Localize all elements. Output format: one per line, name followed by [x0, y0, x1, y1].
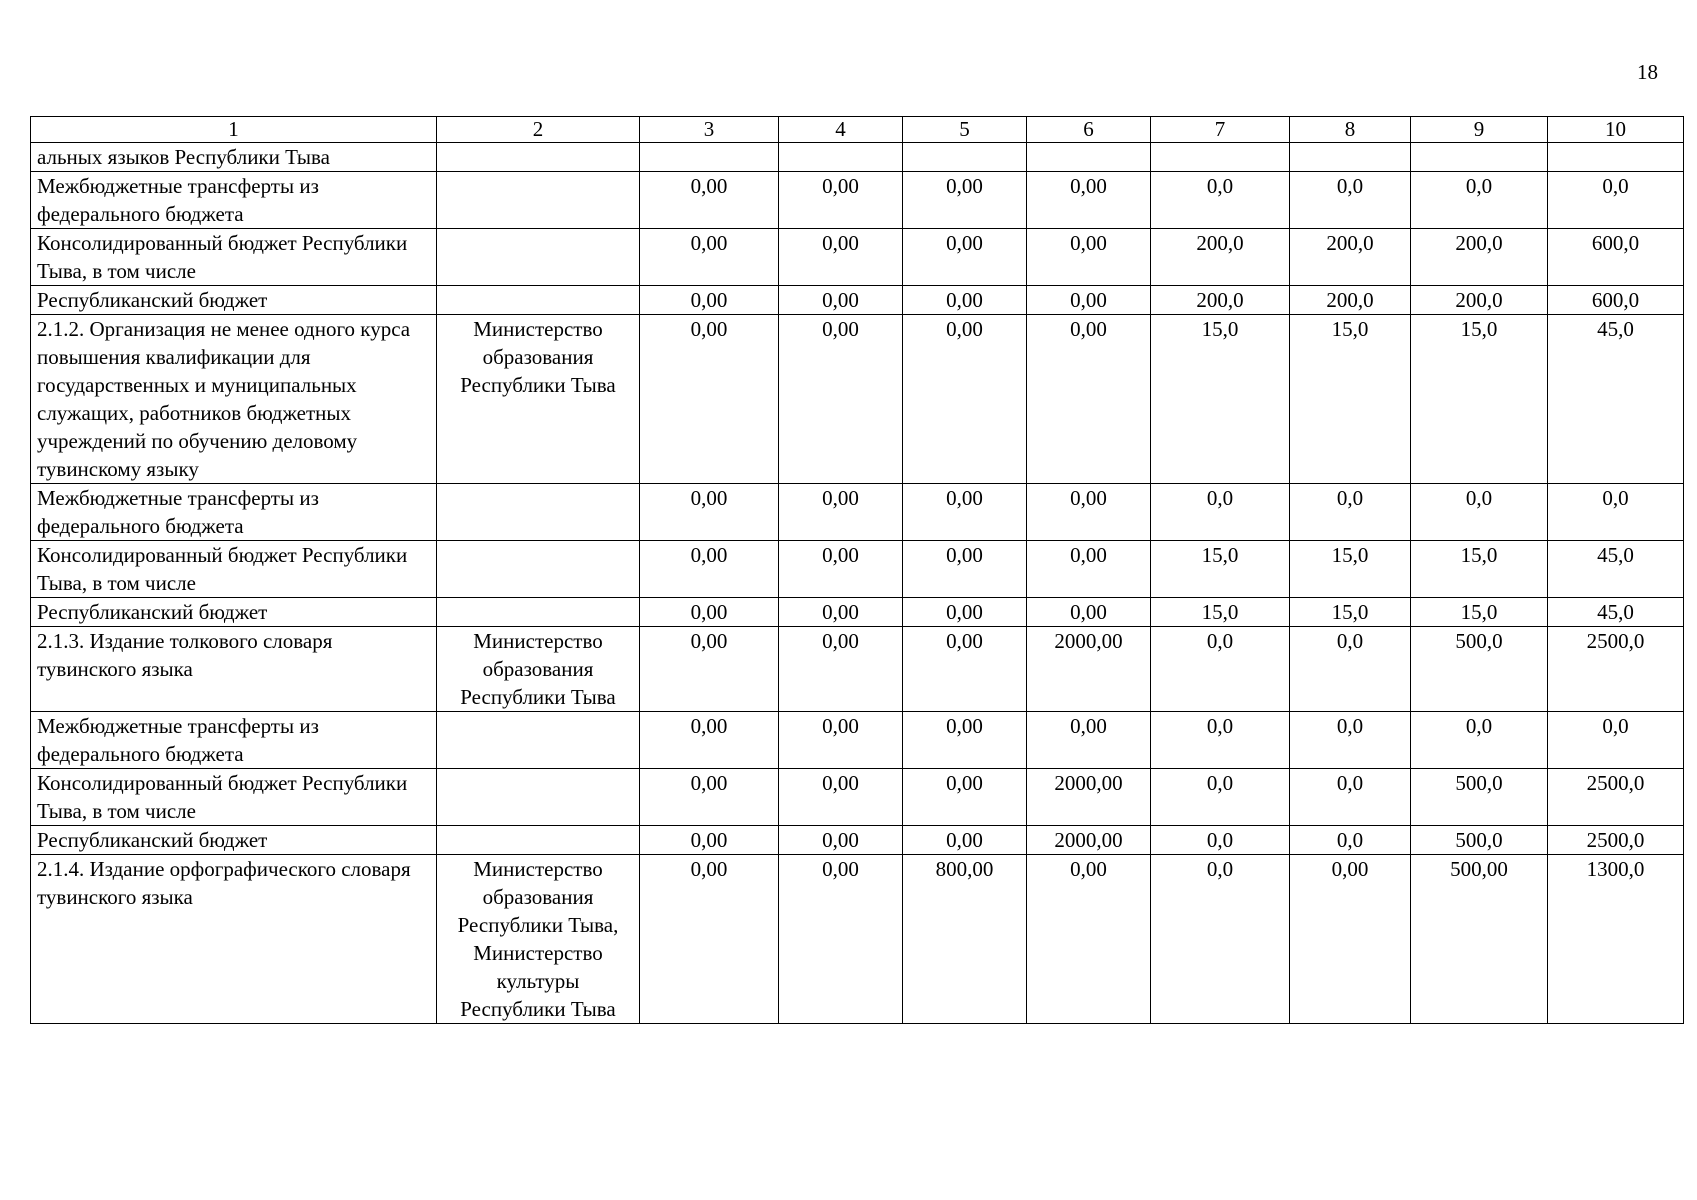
value-cell: 0,00 — [779, 712, 903, 769]
value-cell: 0,0 — [1548, 712, 1684, 769]
value-cell: 0,0 — [1290, 627, 1411, 712]
value-cell: 0,00 — [1027, 712, 1151, 769]
value-cell: 200,0 — [1151, 286, 1290, 315]
value-cell: 0,0 — [1151, 855, 1290, 1024]
row-executor — [437, 229, 640, 286]
value-cell: 0,00 — [903, 484, 1027, 541]
value-cell: 0,00 — [903, 598, 1027, 627]
table-row — [31, 826, 1684, 855]
table-row — [31, 484, 1684, 541]
value-cell: 2500,0 — [1548, 627, 1684, 712]
value-cell: 600,0 — [1548, 229, 1684, 286]
value-cell: 0,0 — [1290, 712, 1411, 769]
value-cell: 15,0 — [1411, 598, 1548, 627]
value-cell: 0,00 — [903, 712, 1027, 769]
value-cell: 0,0 — [1411, 712, 1548, 769]
value-cell: 500,0 — [1411, 627, 1548, 712]
row-label: Республиканский бюджет — [31, 598, 437, 627]
row-label: Консолидированный бюджет Республики Тыва, в том числе — [31, 769, 437, 826]
value-cell: 0,0 — [1151, 627, 1290, 712]
column-header: 9 — [1411, 117, 1548, 143]
row-label: Республиканский бюджет — [31, 286, 437, 315]
value-cell: 0,0 — [1151, 484, 1290, 541]
value-cell: 200,0 — [1151, 229, 1290, 286]
value-cell: 0,00 — [779, 172, 903, 229]
value-cell: 0,00 — [1027, 855, 1151, 1024]
row-executor — [437, 143, 640, 172]
value-cell: 0,00 — [640, 826, 779, 855]
column-header: 4 — [779, 117, 903, 143]
table-row — [31, 229, 1684, 286]
value-cell: 2000,00 — [1027, 769, 1151, 826]
value-cell: 200,0 — [1290, 229, 1411, 286]
row-label: альных языков Республики Тыва — [31, 143, 437, 172]
value-cell: 0,00 — [640, 541, 779, 598]
value-cell: 0,00 — [903, 172, 1027, 229]
value-cell: 0,00 — [779, 826, 903, 855]
value-cell: 0,00 — [640, 627, 779, 712]
column-header: 3 — [640, 117, 779, 143]
value-cell: 0,00 — [1290, 855, 1411, 1024]
value-cell: 0,0 — [1290, 826, 1411, 855]
value-cell: 0,0 — [1290, 769, 1411, 826]
row-executor: Министерство образования Республики Тыва — [437, 315, 640, 484]
value-cell: 0,00 — [903, 315, 1027, 484]
value-cell: 0,0 — [1290, 484, 1411, 541]
row-executor — [437, 172, 640, 229]
value-cell: 2500,0 — [1548, 826, 1684, 855]
value-cell: 0,00 — [779, 855, 903, 1024]
value-cell: 0,00 — [640, 484, 779, 541]
value-cell — [640, 143, 779, 172]
column-header: 6 — [1027, 117, 1151, 143]
column-header: 1 — [31, 117, 437, 143]
value-cell: 500,00 — [1411, 855, 1548, 1024]
value-cell: 500,0 — [1411, 769, 1548, 826]
row-label: Республиканский бюджет — [31, 826, 437, 855]
value-cell: 0,00 — [903, 769, 1027, 826]
table-row — [31, 598, 1684, 627]
value-cell: 0,00 — [903, 229, 1027, 286]
value-cell: 15,0 — [1290, 541, 1411, 598]
value-cell: 800,00 — [903, 855, 1027, 1024]
row-executor — [437, 598, 640, 627]
row-executor — [437, 286, 640, 315]
value-cell: 0,0 — [1411, 172, 1548, 229]
value-cell: 0,00 — [640, 229, 779, 286]
value-cell — [903, 143, 1027, 172]
value-cell: 0,00 — [640, 598, 779, 627]
value-cell: 600,0 — [1548, 286, 1684, 315]
row-label: 2.1.2. Организация не менее одного курса повышения квалификации для государственных и муниципальных служащих, работников бюджетных учреждений по обучению деловому тувинскому языку — [31, 315, 437, 484]
table-row — [31, 172, 1684, 229]
table-row — [31, 627, 1684, 712]
column-header: 5 — [903, 117, 1027, 143]
table-row — [31, 712, 1684, 769]
value-cell: 0,00 — [1027, 484, 1151, 541]
value-cell: 15,0 — [1151, 541, 1290, 598]
value-cell — [1151, 143, 1290, 172]
value-cell: 0,0 — [1151, 712, 1290, 769]
value-cell: 0,00 — [1027, 598, 1151, 627]
value-cell: 2000,00 — [1027, 627, 1151, 712]
value-cell — [1548, 143, 1684, 172]
value-cell: 0,00 — [640, 315, 779, 484]
table-row — [31, 143, 1684, 172]
value-cell: 0,0 — [1411, 484, 1548, 541]
row-executor: Министерство образования Республики Тыва — [437, 627, 640, 712]
value-cell: 0,00 — [640, 712, 779, 769]
value-cell: 200,0 — [1411, 229, 1548, 286]
row-label: 2.1.4. Издание орфографического словаря тувинского языка — [31, 855, 437, 1024]
value-cell: 0,00 — [640, 286, 779, 315]
budget-table — [30, 116, 1684, 1024]
value-cell: 0,00 — [640, 769, 779, 826]
row-label: Межбюджетные трансферты из федерального бюджета — [31, 172, 437, 229]
value-cell: 200,0 — [1411, 286, 1548, 315]
value-cell: 0,00 — [640, 855, 779, 1024]
value-cell: 0,00 — [779, 484, 903, 541]
row-executor — [437, 541, 640, 598]
header-row — [31, 117, 1684, 143]
row-label: Консолидированный бюджет Республики Тыва, в том числе — [31, 541, 437, 598]
value-cell: 0,00 — [903, 627, 1027, 712]
value-cell: 15,0 — [1290, 315, 1411, 484]
value-cell: 200,0 — [1290, 286, 1411, 315]
value-cell: 15,0 — [1411, 541, 1548, 598]
value-cell: 0,00 — [903, 826, 1027, 855]
value-cell: 15,0 — [1151, 315, 1290, 484]
value-cell — [779, 143, 903, 172]
row-executor — [437, 826, 640, 855]
value-cell — [1290, 143, 1411, 172]
value-cell: 45,0 — [1548, 598, 1684, 627]
value-cell: 45,0 — [1548, 541, 1684, 598]
value-cell: 2000,00 — [1027, 826, 1151, 855]
value-cell: 0,00 — [903, 286, 1027, 315]
value-cell: 0,0 — [1290, 172, 1411, 229]
row-executor — [437, 712, 640, 769]
page-number: 18 — [1637, 60, 1658, 84]
row-label: 2.1.3. Издание толкового словаря тувинского языка — [31, 627, 437, 712]
value-cell: 0,00 — [779, 229, 903, 286]
value-cell: 45,0 — [1548, 315, 1684, 484]
value-cell: 0,00 — [1027, 286, 1151, 315]
value-cell: 15,0 — [1411, 315, 1548, 484]
value-cell: 0,00 — [779, 315, 903, 484]
column-header: 8 — [1290, 117, 1411, 143]
value-cell: 0,00 — [1027, 229, 1151, 286]
value-cell: 2500,0 — [1548, 769, 1684, 826]
table-row — [31, 769, 1684, 826]
value-cell: 0,00 — [779, 541, 903, 598]
row-executor: Министерство образования Республики Тыва, Министерство культуры Республики Тыва — [437, 855, 640, 1024]
value-cell: 0,0 — [1548, 484, 1684, 541]
value-cell: 0,00 — [903, 541, 1027, 598]
value-cell: 0,00 — [779, 598, 903, 627]
value-cell: 0,00 — [1027, 172, 1151, 229]
value-cell: 0,00 — [1027, 541, 1151, 598]
row-executor — [437, 769, 640, 826]
value-cell — [1411, 143, 1548, 172]
row-executor — [437, 484, 640, 541]
row-label: Межбюджетные трансферты из федерального бюджета — [31, 712, 437, 769]
table-row — [31, 855, 1684, 1024]
value-cell: 0,0 — [1151, 172, 1290, 229]
column-header: 10 — [1548, 117, 1684, 143]
value-cell: 0,00 — [779, 627, 903, 712]
row-label: Консолидированный бюджет Республики Тыва, в том числе — [31, 229, 437, 286]
value-cell: 1300,0 — [1548, 855, 1684, 1024]
table-row — [31, 315, 1684, 484]
value-cell: 0,00 — [779, 769, 903, 826]
value-cell: 15,0 — [1151, 598, 1290, 627]
value-cell: 0,0 — [1151, 826, 1290, 855]
value-cell: 0,00 — [779, 286, 903, 315]
value-cell: 500,0 — [1411, 826, 1548, 855]
table-body — [31, 143, 1684, 1024]
value-cell: 15,0 — [1290, 598, 1411, 627]
value-cell — [1027, 143, 1151, 172]
value-cell: 0,0 — [1548, 172, 1684, 229]
row-label: Межбюджетные трансферты из федерального бюджета — [31, 484, 437, 541]
column-header: 7 — [1151, 117, 1290, 143]
table-row — [31, 541, 1684, 598]
value-cell: 0,00 — [1027, 315, 1151, 484]
value-cell: 0,00 — [640, 172, 779, 229]
column-header: 2 — [437, 117, 640, 143]
value-cell: 0,0 — [1151, 769, 1290, 826]
table-row — [31, 286, 1684, 315]
